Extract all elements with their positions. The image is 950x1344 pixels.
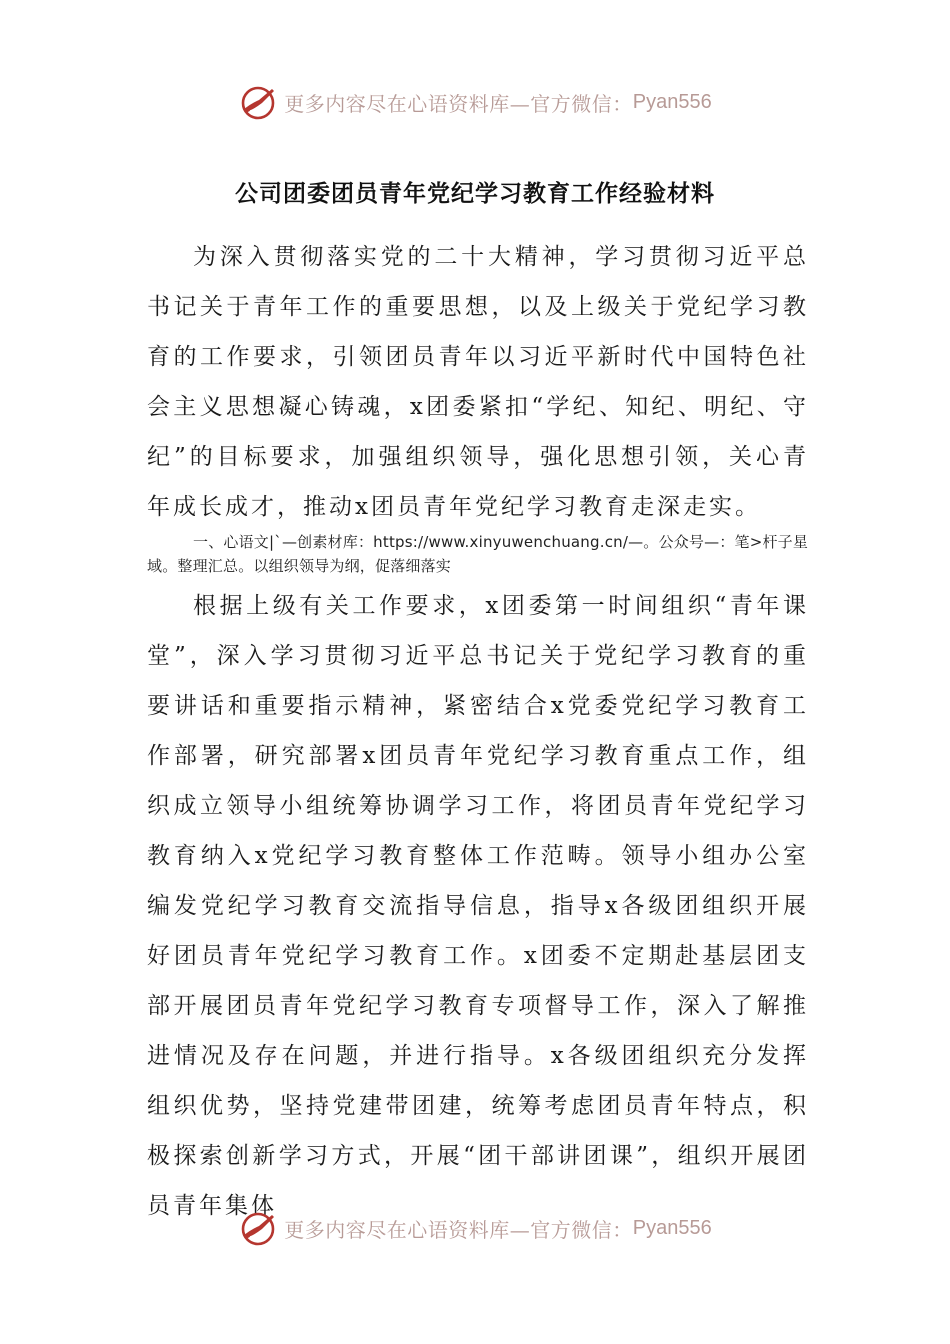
document-title: 公司团委团员青年党纪学习教育工作经验材料 [235,181,715,207]
watermark-wechat-id: Pyan556 [632,1216,712,1239]
watermark-banner-bottom [0,1206,950,1250]
watermark-text: 更多内容尽在心语资料库—官方微信： [284,91,633,116]
pen-logo-icon [238,82,278,122]
watermark-wechat-id: Pyan556 [632,90,712,113]
section-heading-note: 一、心语文|`—创素材库：https://www.xinyuwenchuang.cn/—。公众号—：笔>杆子星域。整理汇总。以组织领导为纲，促落细落实 [147,533,809,575]
paragraph-body: 根据上级有关工作要求，x团委第一时间组织“青年课堂”，深入学习贯彻习近平总书记关于党纪学习教育的重要讲话和重要指示精神，紧密结合x党委党纪学习教育工作部署，研究部署x团员青年党纪学习教育重点工作，组织成立领导小组统筹协调学习工作，将团员青年党纪学习教育纳入x党纪学习教育整体工作范畴。领导小组办公室编发党纪学习教育交流指导信息，指导x各级团组织开展好团员青年党纪学习教育工作。x团委不定期赴基层团支部开展团员青年党纪学习教育专项督导工作，深入了解推进情况及存在问题，并进行指导。x各级团组织充分发挥组织优势，坚持党建带团建，统筹考虑团员青年特点，积极探索创新学习方式，开展“团干部讲团课”，组织开展团员青年集体 [147,593,809,1219]
pen-logo-icon [238,1208,278,1248]
paragraph-intro: 为深入贯彻落实党的二十大精神，学习贯彻习近平总书记关于青年工作的重要思想，以及上级关于党纪学习教育的工作要求，引领团员青年以习近平新时代中国特色社会主义思想凝心铸魂，x团委紧扣“学纪、知纪、明纪、守纪”的目标要求，加强组织领导，强化思想引领，关心青年成长成才，推动x团员青年党纪学习教育走深走实。 [147,244,809,520]
watermark-text: 更多内容尽在心语资料库—官方微信： [284,1217,633,1242]
watermark-banner-top [0,80,950,124]
